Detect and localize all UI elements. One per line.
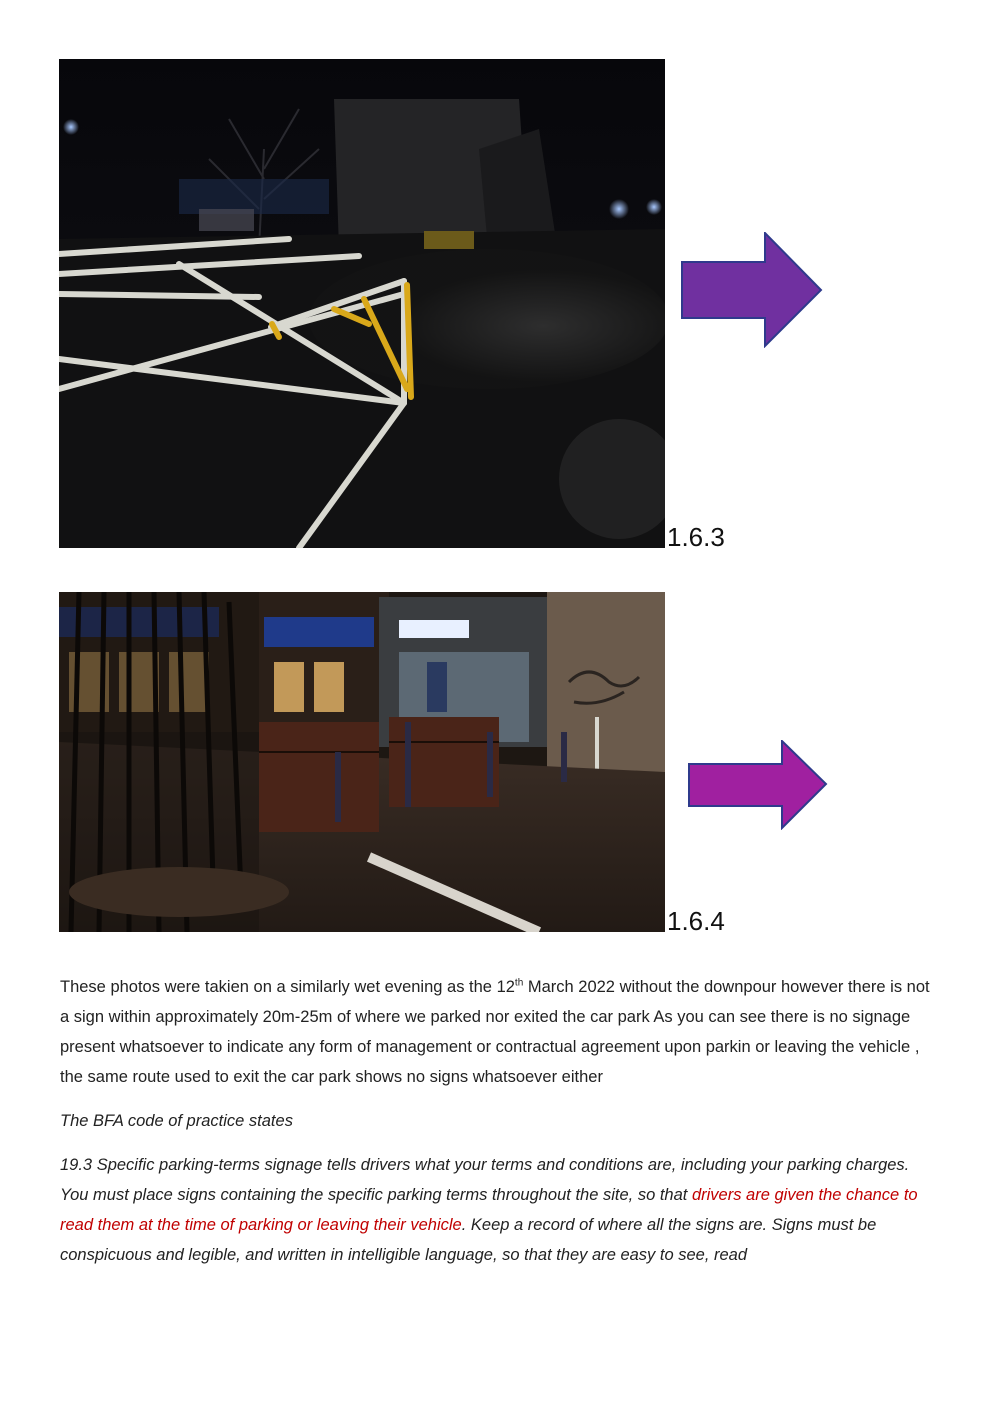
- quote-highlight: drivers are given the chance to read them at the time of parking or leaving their vehicle: [60, 1186, 918, 1234]
- code-of-practice-heading: The BFA code of practice states: [60, 1112, 293, 1130]
- right-arrow-icon: [681, 232, 823, 353]
- right-arrow-icon: [688, 740, 828, 835]
- quote-text-b: . Keep a record of where all the signs are. Signs must be conspicuous and legible, and written in intelligible language, so that they are easy to see, read: [60, 1216, 877, 1264]
- photo-bar-frontage: [59, 592, 665, 932]
- description-paragraph: [60, 972, 940, 1092]
- code-of-practice-quote: [60, 1150, 940, 1270]
- figure-label-1-6-3: 1.6.3: [667, 522, 725, 552]
- figure-label-1-6-4: 1.6.4: [667, 906, 725, 936]
- ordinal-suffix: th: [514, 977, 524, 989]
- description-text-a: These photos were takien on a similarly wet evening as the 12: [60, 978, 515, 996]
- quote-text-a: 19.3 Specific parking-terms signage tells drivers what your terms and conditions are, including your parking charges. You must place signs containing the specific parking terms throughout the site, so that: [60, 1156, 910, 1204]
- description-text-b: March 2022 without the downpour however there is not a sign within approximately 20m-25m of where we parked nor exited the car park As you can see there is no signage present whatsoever to indicate any form of management or contractual agreement upon parkin or leaving the vehicle , the same route used to exit the car park shows no signs whatsoever either: [60, 978, 930, 1086]
- photo-car-park-markings: [59, 59, 665, 548]
